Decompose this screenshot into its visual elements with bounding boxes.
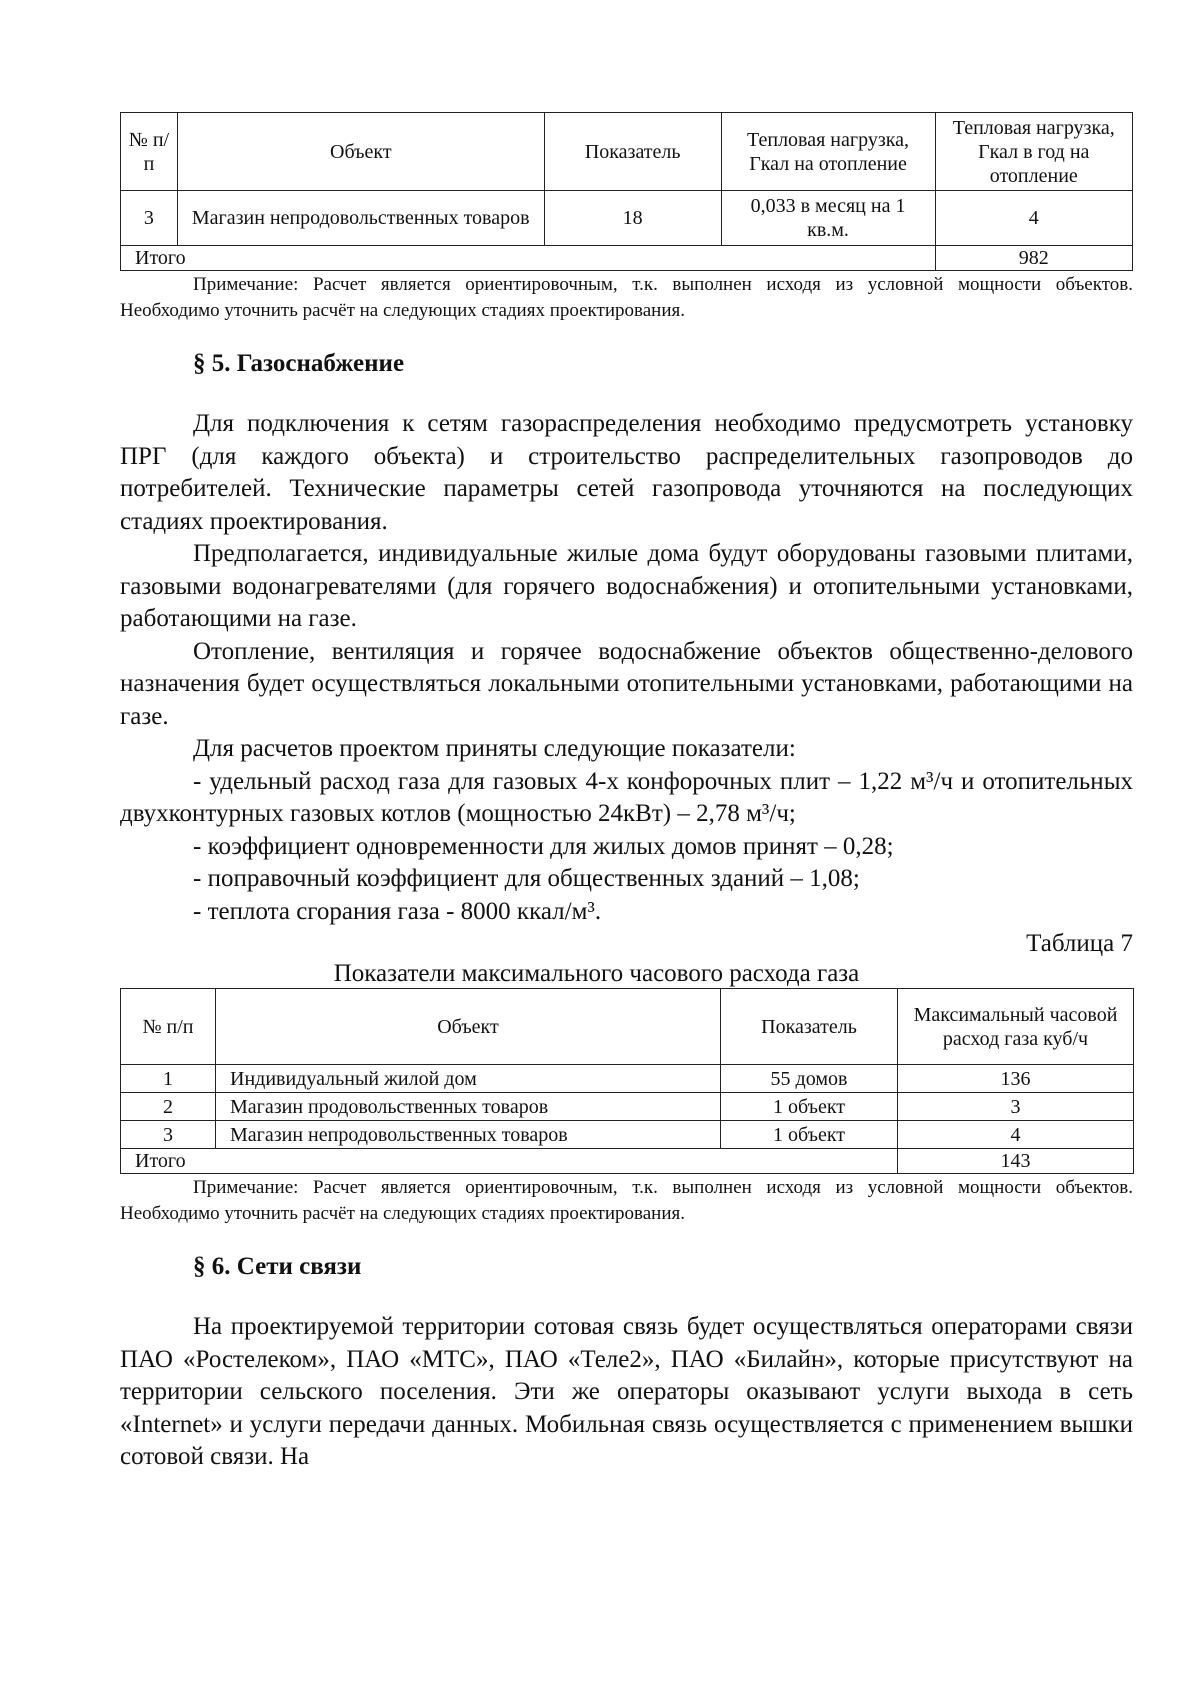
- header-cell: Объект: [177, 113, 544, 191]
- table-note: Примечание: Расчет является ориентировочным, т.к. выполнен исходя из условной мощности объектов. Необходимо уточнить расчёт на следующих стадиях проектирования.: [120, 1177, 1133, 1224]
- header-cell: Показатель: [544, 113, 721, 191]
- paragraph: Для подключения к сетям газораспределения необходимо предусмотреть установку ПРГ (для каждого объекта) и строительство распределительных газопроводов до потребителей. Технические параметры сетей газопровода уточняются на последующих стадиях проектирования.: [120, 410, 1133, 535]
- table-cell: Магазин продовольственных товаров: [216, 1093, 721, 1121]
- list-item: - поправочный коэффициент для общественных зданий – 1,08;: [193, 865, 860, 892]
- table-note: Примечание: Расчет является ориентировочным, т.к. выполнен исходя из условной мощности объектов. Необходимо уточнить расчёт на следующих стадиях проектирования.: [120, 274, 1133, 321]
- table-header-row: [121, 989, 1134, 1065]
- header-cell: № п/ п: [121, 113, 178, 191]
- table-cell: 3: [898, 1093, 1134, 1121]
- header-cell: Тепловая нагрузка, Гкал в год на отопление: [935, 113, 1132, 191]
- table-cell: 4: [898, 1121, 1134, 1149]
- table-cell: 2: [121, 1093, 216, 1121]
- total-value: 982: [935, 246, 1132, 271]
- header-cell: Максимальный часовой расход газа куб/ч: [898, 989, 1134, 1065]
- total-label: Итого: [121, 246, 936, 271]
- table-total-row: [121, 1149, 1134, 1174]
- header-cell: Показатель: [721, 989, 898, 1065]
- table-title: Показатели максимального часового расхода газа: [333, 960, 860, 987]
- table-cell: 3: [121, 191, 178, 246]
- table-cell: Магазин непродовольственных товаров: [216, 1121, 721, 1149]
- table-total-row: [121, 246, 1133, 271]
- table-cell: Индивидуальный жилой дом: [216, 1065, 721, 1093]
- paragraph: Для расчетов проектом приняты следующие показатели:: [193, 735, 796, 762]
- heat-load-table: [120, 112, 1133, 271]
- table-cell: 55 домов: [721, 1065, 898, 1093]
- section-body: [120, 408, 1133, 928]
- table-cell: 1 объект: [721, 1093, 898, 1121]
- section-body: [120, 1311, 1133, 1474]
- section-title: § 6. Сети связи: [193, 1253, 362, 1280]
- paragraph: Отопление, вентиляция и горячее водоснабжение объектов общественно-делового назначения будет осуществляться локальными отопительными установками, работающими на газе.: [120, 637, 1133, 730]
- table-row: [121, 1065, 1134, 1093]
- table-cell: 1 объект: [721, 1121, 898, 1149]
- header-cell: № п/п: [121, 989, 216, 1065]
- table-row: [121, 1093, 1134, 1121]
- table-cell: 4: [935, 191, 1132, 246]
- document-page: [120, 112, 1133, 1474]
- table-number: Таблица 7: [1026, 930, 1133, 957]
- list-item: - теплота сгорания газа - 8000 ккал/м³.: [193, 897, 602, 925]
- total-value: 143: [898, 1149, 1134, 1174]
- table-row: [121, 191, 1133, 246]
- table-cell: 3: [121, 1121, 216, 1149]
- paragraph: На проектируемой территории сотовая связь будет осуществляться операторами связи ПАО «Ростелеком», ПАО «МТС», ПАО «Теле2», ПАО «Билайн», которые присутствуют на территории сельского поселения. Эти же операторы оказывают услуги выхода в сеть «Internet» и услуги передачи данных. Мобильная связь осуществляется с применением вышки сотовой связи. На: [120, 1313, 1133, 1470]
- section-title: § 5. Газоснабжение: [193, 350, 405, 377]
- table-cell: Магазин непродовольственных товаров: [177, 191, 544, 246]
- paragraph: Предполагается, индивидуальные жилые дома будут оборудованы газовыми плитами, газовыми водонагревателями (для горячего водоснабжения) и отопительными установками, работающими на газе.: [120, 540, 1133, 632]
- table-cell: 136: [898, 1065, 1134, 1093]
- table-row: [121, 1121, 1134, 1149]
- list-item: - удельный расход газа для газовых 4-х конфорочных плит – 1,22 м³/ч и отопительных двухконтурных газовых котлов (мощностью 24кВт) – 2,78 м³/ч;: [120, 767, 1133, 827]
- table-cell: 1: [121, 1065, 216, 1093]
- header-cell: Объект: [216, 989, 721, 1065]
- header-cell: Тепловая нагрузка, Гкал на отопление: [721, 113, 935, 191]
- table-cell: 0,033 в месяц на 1 кв.м.: [721, 191, 935, 246]
- list-item: - коэффициент одновременности для жилых домов принят – 0,28;: [193, 832, 894, 860]
- table-cell: 18: [544, 191, 721, 246]
- table-header-row: [121, 113, 1133, 191]
- gas-consumption-table: [120, 988, 1134, 1174]
- total-label: Итого: [121, 1149, 898, 1174]
